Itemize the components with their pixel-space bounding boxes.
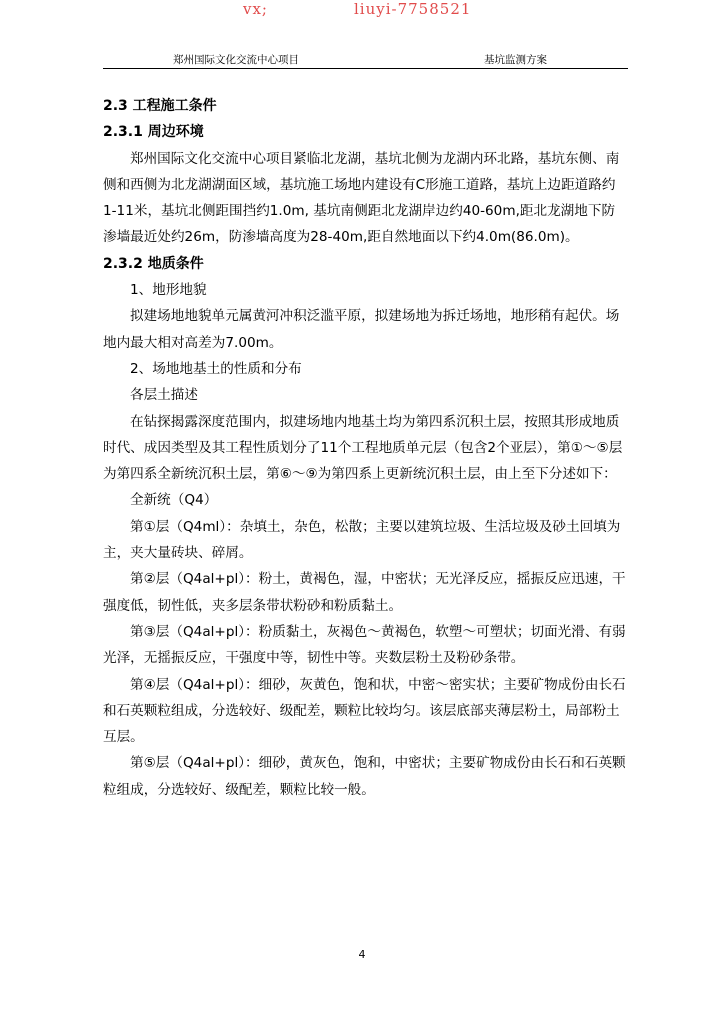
layer-paragraph: 第⑤层（Q4al+pl）：细砂，黄灰色，饱和，中密状；主要矿物成份由长石和石英颗粒组成，分选较好、级配差，颗粒比较一般。 [103,755,626,798]
layer-paragraph: 第①层（Q4ml）：杂填土，杂色，松散；主要以建筑垃圾、生活垃圾及砂土回填为主，夹大量砖块、碎屑。 [103,518,621,562]
layer-paragraph: 第④层（Q4al+pl）：细砂，灰黄色，饱和状，中密～密实状；主要矿物成份由长石和石英颗粒组成，分选较好、级配差，颗粒比较均匀。该层底部夹薄层粉土，局部粉土互层。 [103,676,626,746]
item-title-soil: 2、场地地基土的性质和分布 [130,360,302,377]
paragraph-layers-intro: 在钻探揭露深度范围内，拟建场地内地基土均为第四系沉积土层，按照其形成地质时代、成因类型及其工程性质划分了11个工程地质单元层（包含2个亚层），第①～⑤层为第四系全新统沉积土层，第⑥～⑨为第四系上更新统沉积土层，由上至下分述如下： [103,413,623,483]
subsection-heading-geology: 2.3.2 地质条件 [103,255,204,272]
header-project-title: 郑州国际文化交流中心项目 [173,54,299,66]
watermark-right: liuyi-7758521 [354,0,472,18]
section-heading: 2.3 工程施工条件 [103,98,217,114]
watermark [0,0,724,20]
layer-paragraph: 第②层（Q4al+pl）：粉土，黄褐色，湿，中密状；无光泽反应，摇振反应迅速，干强度低，韧性低，夹多层条带状粉砂和粉质黏土。 [103,571,626,614]
page-header [103,52,628,69]
page-number: 4 [358,948,366,961]
subsection-heading-surroundings: 2.3.1 周边环境 [103,124,204,141]
layer-paragraph: 第③层（Q4al+pl）：粉质黏土，灰褐色～黄褐色，软塑～可塑状；切面光滑、有弱光泽，无摇振反应，干强度中等，韧性中等。夹数层粉土及粉砂条带。 [103,623,626,667]
paragraph-surroundings: 郑州国际文化交流中心项目紧临北龙湖，基坑北侧为龙湖内环北路，基坑东侧、南侧和西侧为北龙湖湖面区域，基坑施工场地内建设有C形施工道路，基坑上边距道路约1-11米，基坑北侧距围挡约1.0m, 基坑南侧距北龙湖岸边约40-60m,距北龙湖地下防渗墙最近处约26m，防渗墙高度为28-40m,距自然地面以下约4.0m(86.0m)。 [103,150,620,246]
era-label: 全新统（Q4） [130,492,218,509]
watermark-left: vx; [243,0,268,18]
header-document-title: 基坑监测方案 [484,54,547,66]
layers-title: 各层土描述 [130,387,198,404]
item-title-terrain: 1、地形地貌 [130,282,207,299]
paragraph-terrain: 拟建场地地貌单元属黄河冲积泛滥平原，拟建场地为拆迁场地，地形稍有起伏。场地内最大相对高差为7.00m。 [103,308,620,351]
document-body [103,93,628,803]
